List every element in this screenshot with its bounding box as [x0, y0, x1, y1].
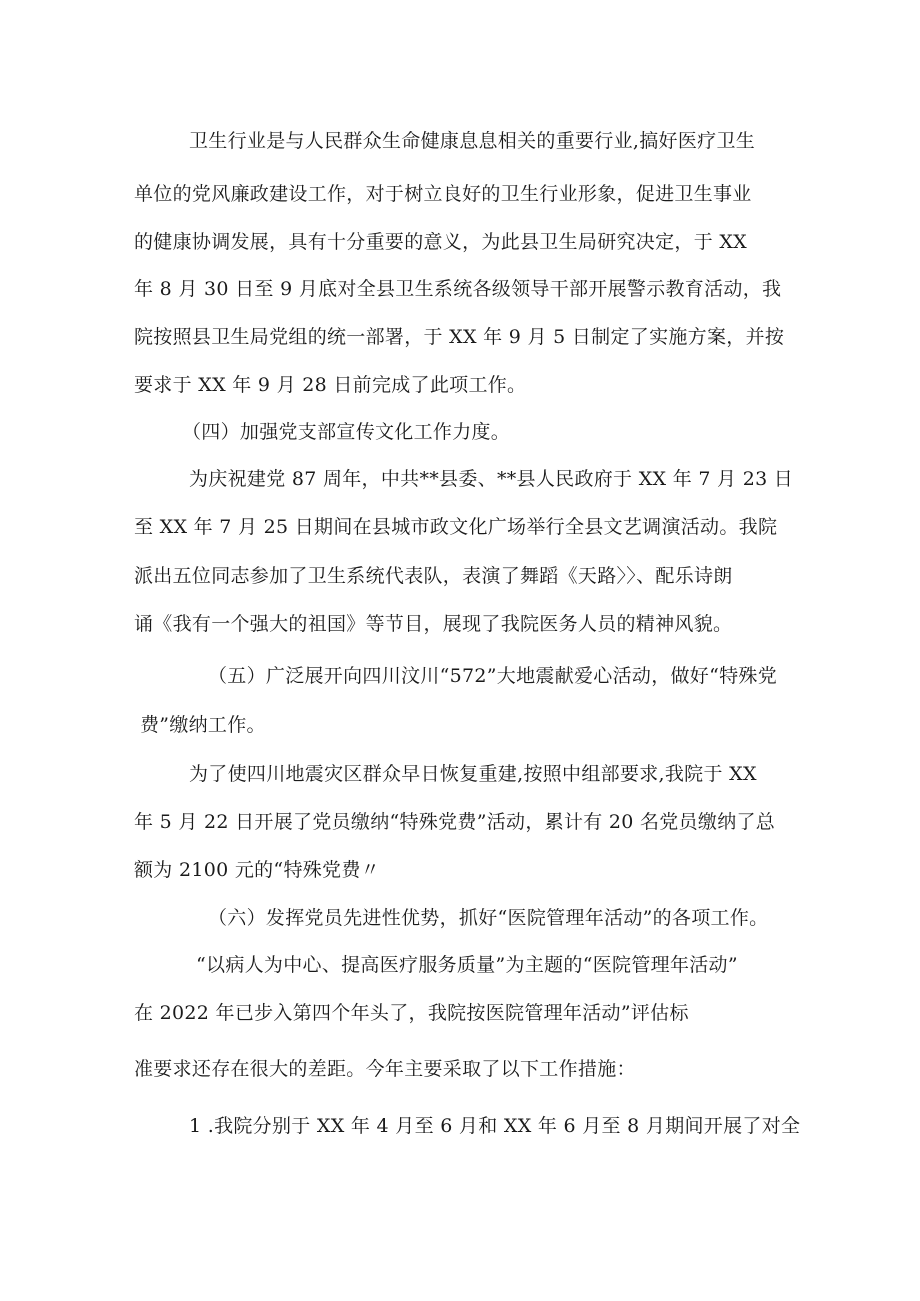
list-item: 1 .我院分别于 XX 年 4 月至 6 月和 XX 年 6 月至 8 月期间开展了对全	[189, 1115, 801, 1137]
section-heading: （六）发挥党员先进性优势，抓好“医院管理年活动”的各项工作。	[208, 907, 769, 929]
section-heading: （四）加强党支部宣传文化工作力度。	[182, 421, 511, 443]
text-line: 为了使四川地震灾区群众早日恢复重建,按照中组部要求,我院于 XX	[189, 763, 757, 785]
text-line: 额为 2100 元的“特殊党费〃	[134, 859, 380, 881]
text-line: 诵《我有一个强大的祖国》等节目，展现了我院医务人员的精神风貌。	[134, 613, 733, 635]
text-line: 年 8 月 30 日至 9 月底对全县卫生系统各级领导干部开展警示教育活动，我	[134, 278, 782, 300]
text-line: 准要求还存在很大的差距。今年主要采取了以下工作措施：	[134, 1058, 636, 1080]
text-line: 要求于 XX 年 9 月 28 日前完成了此项工作。	[134, 374, 527, 396]
text-line: 卫生行业是与人民群众生命健康息息相关的重要行业,搞好医疗卫生	[189, 130, 756, 152]
text-line: 年 5 月 22 日开展了党员缴纳“特殊党费”活动，累计有 20 名党员缴纳了总	[134, 811, 776, 833]
text-line: 院按照县卫生局党组的统一部署，于 XX 年 9 月 5 日制定了实施方案，并按	[134, 326, 785, 348]
text-line: 为庆祝建党 87 周年，中共**县委、**县人民政府于 XX 年 7 月 23 日	[189, 468, 794, 490]
text-line: 在 2022 年已步入第四个年头了，我院按医院管理年活动”评估标	[134, 1002, 689, 1024]
text-line: 的健康协调发展，具有十分重要的意义，为此县卫生局研究决定，于 XX	[134, 231, 747, 253]
section-heading: （五）广泛展开向四川汶川“572”大地震献爱心活动，做好“特殊党	[208, 665, 778, 687]
section-heading: 费”缴纳工作。	[140, 714, 266, 736]
text-line: 单位的党风廉政建设工作，对于树立良好的卫生行业形象，促进卫生事业	[134, 183, 752, 205]
text-line: 派出五位同志参加了卫生系统代表队，表演了舞蹈《天路〉〉、配乐诗朗	[134, 565, 733, 587]
text-line: 至 XX 年 7 月 25 日期间在县城市政文化广场举行全县文艺调演活动。我院	[134, 516, 778, 538]
text-line: “以病人为中心、提高医疗服务质量”为主题的“医院管理年活动”	[196, 954, 738, 976]
